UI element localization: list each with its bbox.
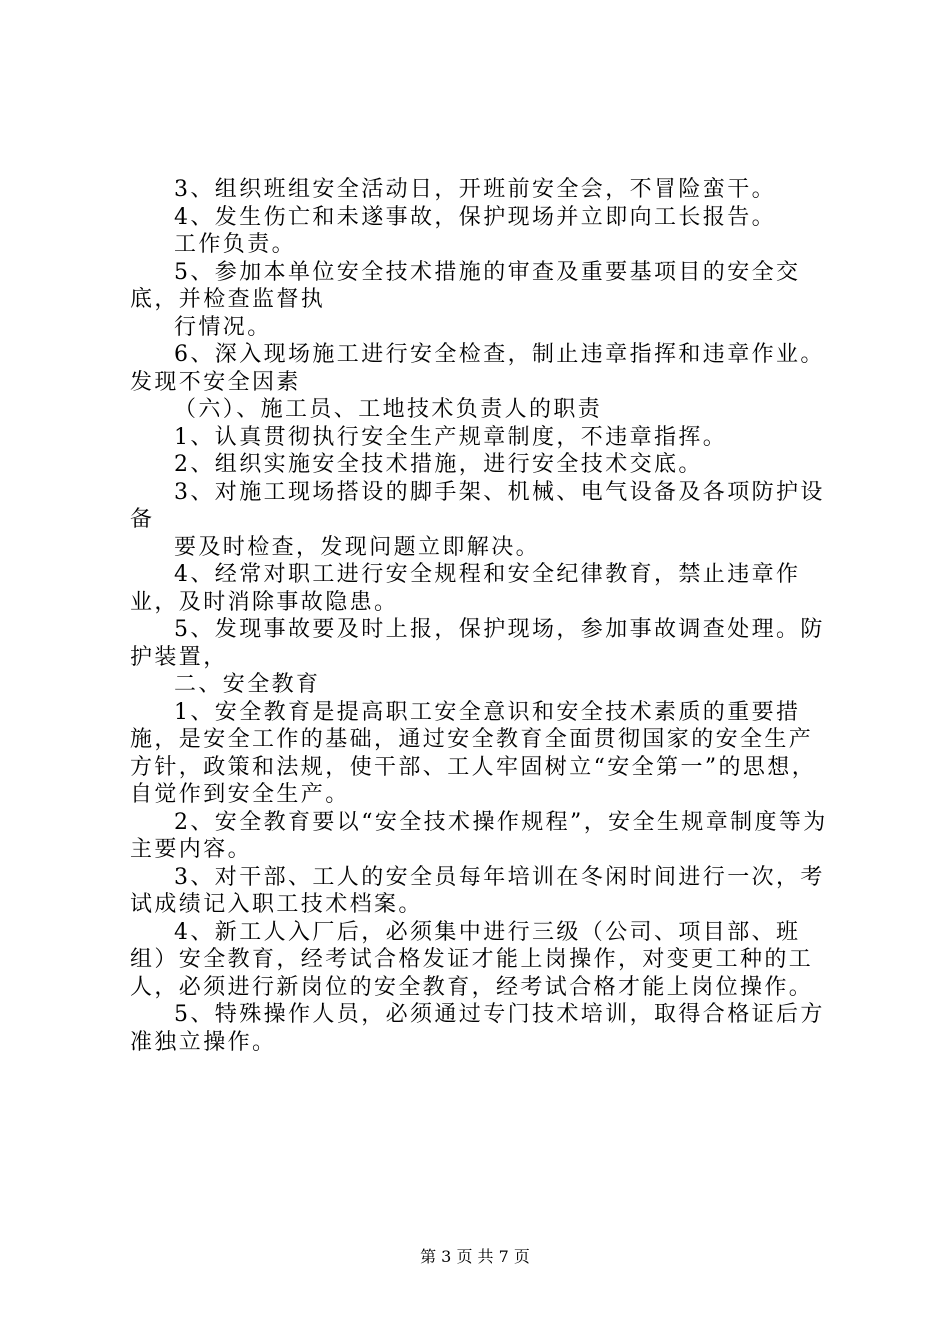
paragraph: 5、参加本单位安全技术措施的审查及重要基项目的安全交底，并检查监督执 (130, 259, 801, 312)
paragraph: 4、经常对职工进行安全规程和安全纪律教育，禁止违章作业，及时消除事故隐患。 (130, 562, 801, 615)
paragraph: 3、组织班组安全活动日，开班前安全会，不冒险蛮干。 (174, 177, 776, 202)
paragraph: 6、深入现场施工进行安全检查，制止违章指挥和违章作业。发现不安全因素 (130, 342, 825, 395)
paragraph: 4、发生伤亡和未遂事故，保护现场并立即向工长报告。 (174, 204, 776, 230)
page-number-footer: 第 3 页 共 7 页 (420, 1247, 530, 1266)
paragraph: 4、新工人入厂后，必须集中进行三级（公司、项目部、班组）安全教育，经考试合格发证才能上岗操作，对变更工种的工人，必须进行新岗位的安全教育，经考试合格才能上岗位操作。 (130, 919, 814, 1000)
paragraph: 要及时检查，发现问题立即解决。 (174, 534, 541, 560)
document-body (130, 176, 830, 1056)
paragraph: 2、安全教育要以“安全技术操作规程”，安全生规章制度等为主要内容。 (130, 809, 828, 862)
paragraph: 5、发现事故要及时上报，保护现场，参加事故调查处理。防护装置， (130, 617, 825, 670)
paragraph: 5、特殊操作人员，必须通过专门技术培训，取得合格证后方准独立操作。 (130, 1002, 825, 1055)
paragraph: 行情况。 (174, 314, 272, 340)
paragraph: 2、组织实施安全技术措施，进行安全技术交底。 (174, 452, 703, 477)
section-heading: 二、安全教育 (174, 672, 321, 697)
section-heading: （六）、施工员、工地技术负责人的职责 (174, 397, 603, 422)
paragraph: 1、安全教育是提高职工安全意识和安全技术素质的重要措施，是安全工作的基础，通过安全教育全面贯彻国家的安全生产方针，政策和法规，使干部、工人牢固树立“安全第一”的思想，自觉作到安全生产。 (130, 699, 817, 807)
paragraph: 3、对干部、工人的安全员每年培训在冬闲时间进行一次，考试成绩记入职工技术档案。 (130, 864, 825, 917)
paragraph: 1、认真贯彻执行安全生产规章制度，不违章指挥。 (174, 424, 728, 450)
paragraph: 工作负责。 (174, 232, 297, 257)
paragraph: 3、对施工现场搭设的脚手架、机械、电气设备及各项防护设备 (130, 479, 825, 532)
